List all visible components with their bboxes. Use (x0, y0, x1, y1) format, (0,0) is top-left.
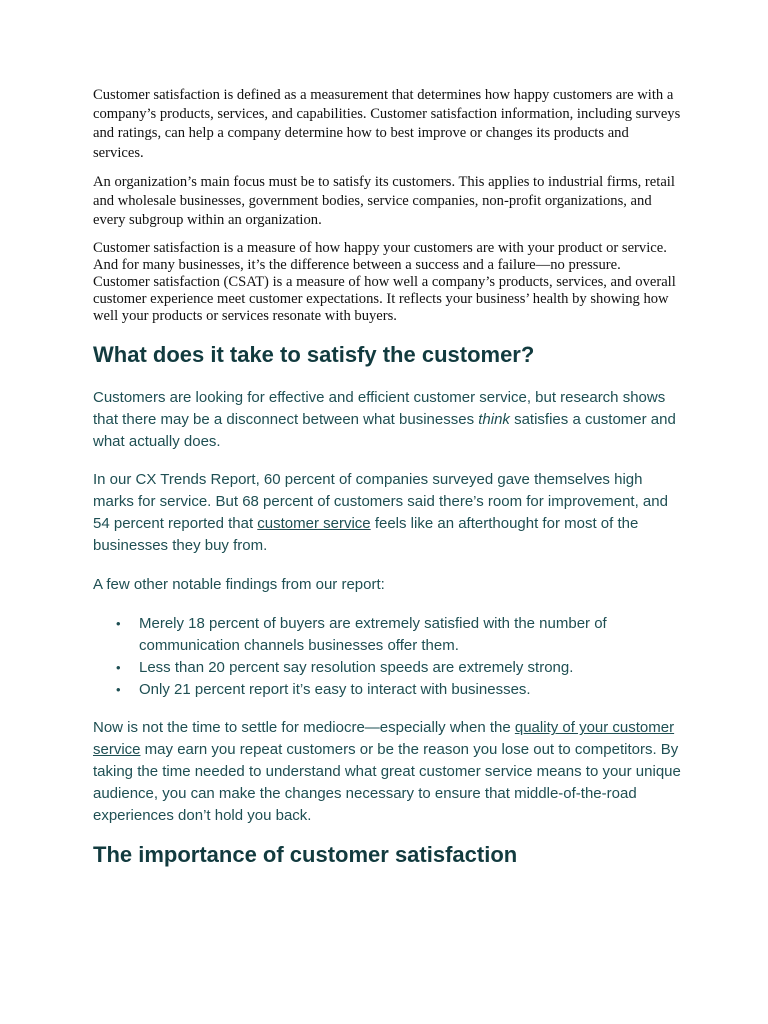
section1-paragraph-3: A few other notable findings from our report: (93, 576, 385, 594)
section1-paragraph-1 (93, 387, 683, 453)
bullet-icon: • (116, 660, 121, 676)
section-heading-satisfy-customer: What does it take to satisfy the customer? (93, 342, 535, 368)
section1-paragraph-2 (93, 469, 683, 557)
emphasis-think: think (478, 411, 510, 429)
paragraph-text: satisfies a customer and what actually does. (93, 411, 676, 451)
quality-of-service-link[interactable]: quality of your customer service (93, 719, 675, 759)
paragraph-text: In our CX Trends Report, 60 percent of companies surveyed gave themselves high marks for service. But 68 percent of customers said there’s room for improvement, and 54 percent reported that (93, 471, 668, 533)
intro-paragraph-3: Customer satisfaction is a measure of how happy your customers are with your product or service. And for many businesses, it’s the difference between a success and a failure—no pressure. (93, 240, 667, 274)
customer-service-link[interactable]: customer service (257, 515, 371, 533)
intro-paragraph-2: An organization’s main focus must be to satisfy its customers. This applies to industrial firms, retail and wholesale businesses, government bodies, service companies, non-profit organizations, and every subgroup within an organization. (93, 173, 675, 229)
intro-paragraph-1: Customer satisfaction is defined as a measurement that determines how happy customers are with a company’s products, services, and capabilities. Customer satisfaction information, including surveys and ratings, can help a company determine how to best improve or changes its products and services. (93, 87, 681, 161)
paragraph-text: Customers are looking for effective and efficient customer service, but research shows that there may be a disconnect between what businesses (93, 389, 666, 429)
document-page (93, 86, 683, 869)
findings-list (93, 613, 683, 701)
list-item-text: Less than 20 percent say resolution speeds are extremely strong. (139, 659, 574, 677)
section-heading-importance: The importance of customer satisfaction (93, 842, 518, 868)
list-item (93, 613, 683, 657)
section1-paragraph-4 (93, 717, 683, 827)
list-item-text: Only 21 percent report it’s easy to interact with businesses. (139, 681, 531, 699)
paragraph-text: Now is not the time to settle for mediocre—especially when the (93, 719, 515, 737)
paragraph-text: feels like an afterthought for most of the businesses they buy from. (93, 515, 639, 555)
list-item-text: Merely 18 percent of buyers are extremely satisfied with the number of communication channels businesses offer them. (139, 615, 607, 655)
intro-paragraph-4: Customer satisfaction (CSAT) is a measure of how well a company’s products, services, and overall customer experience meet customer expectations. It reflects your business’ health by showing how well your products or services resonate with buyers. (93, 274, 676, 325)
bullet-icon: • (116, 616, 121, 632)
list-item (93, 679, 683, 701)
bullet-icon: • (116, 682, 121, 698)
paragraph-text: may earn you repeat customers or be the reason you lose out to competitors. By taking the time needed to understand what great customer service means to your unique audience, you can make the changes necessary to ensure that middle-of-the-road experiences don’t hold you back. (93, 741, 681, 825)
list-item (93, 657, 683, 679)
